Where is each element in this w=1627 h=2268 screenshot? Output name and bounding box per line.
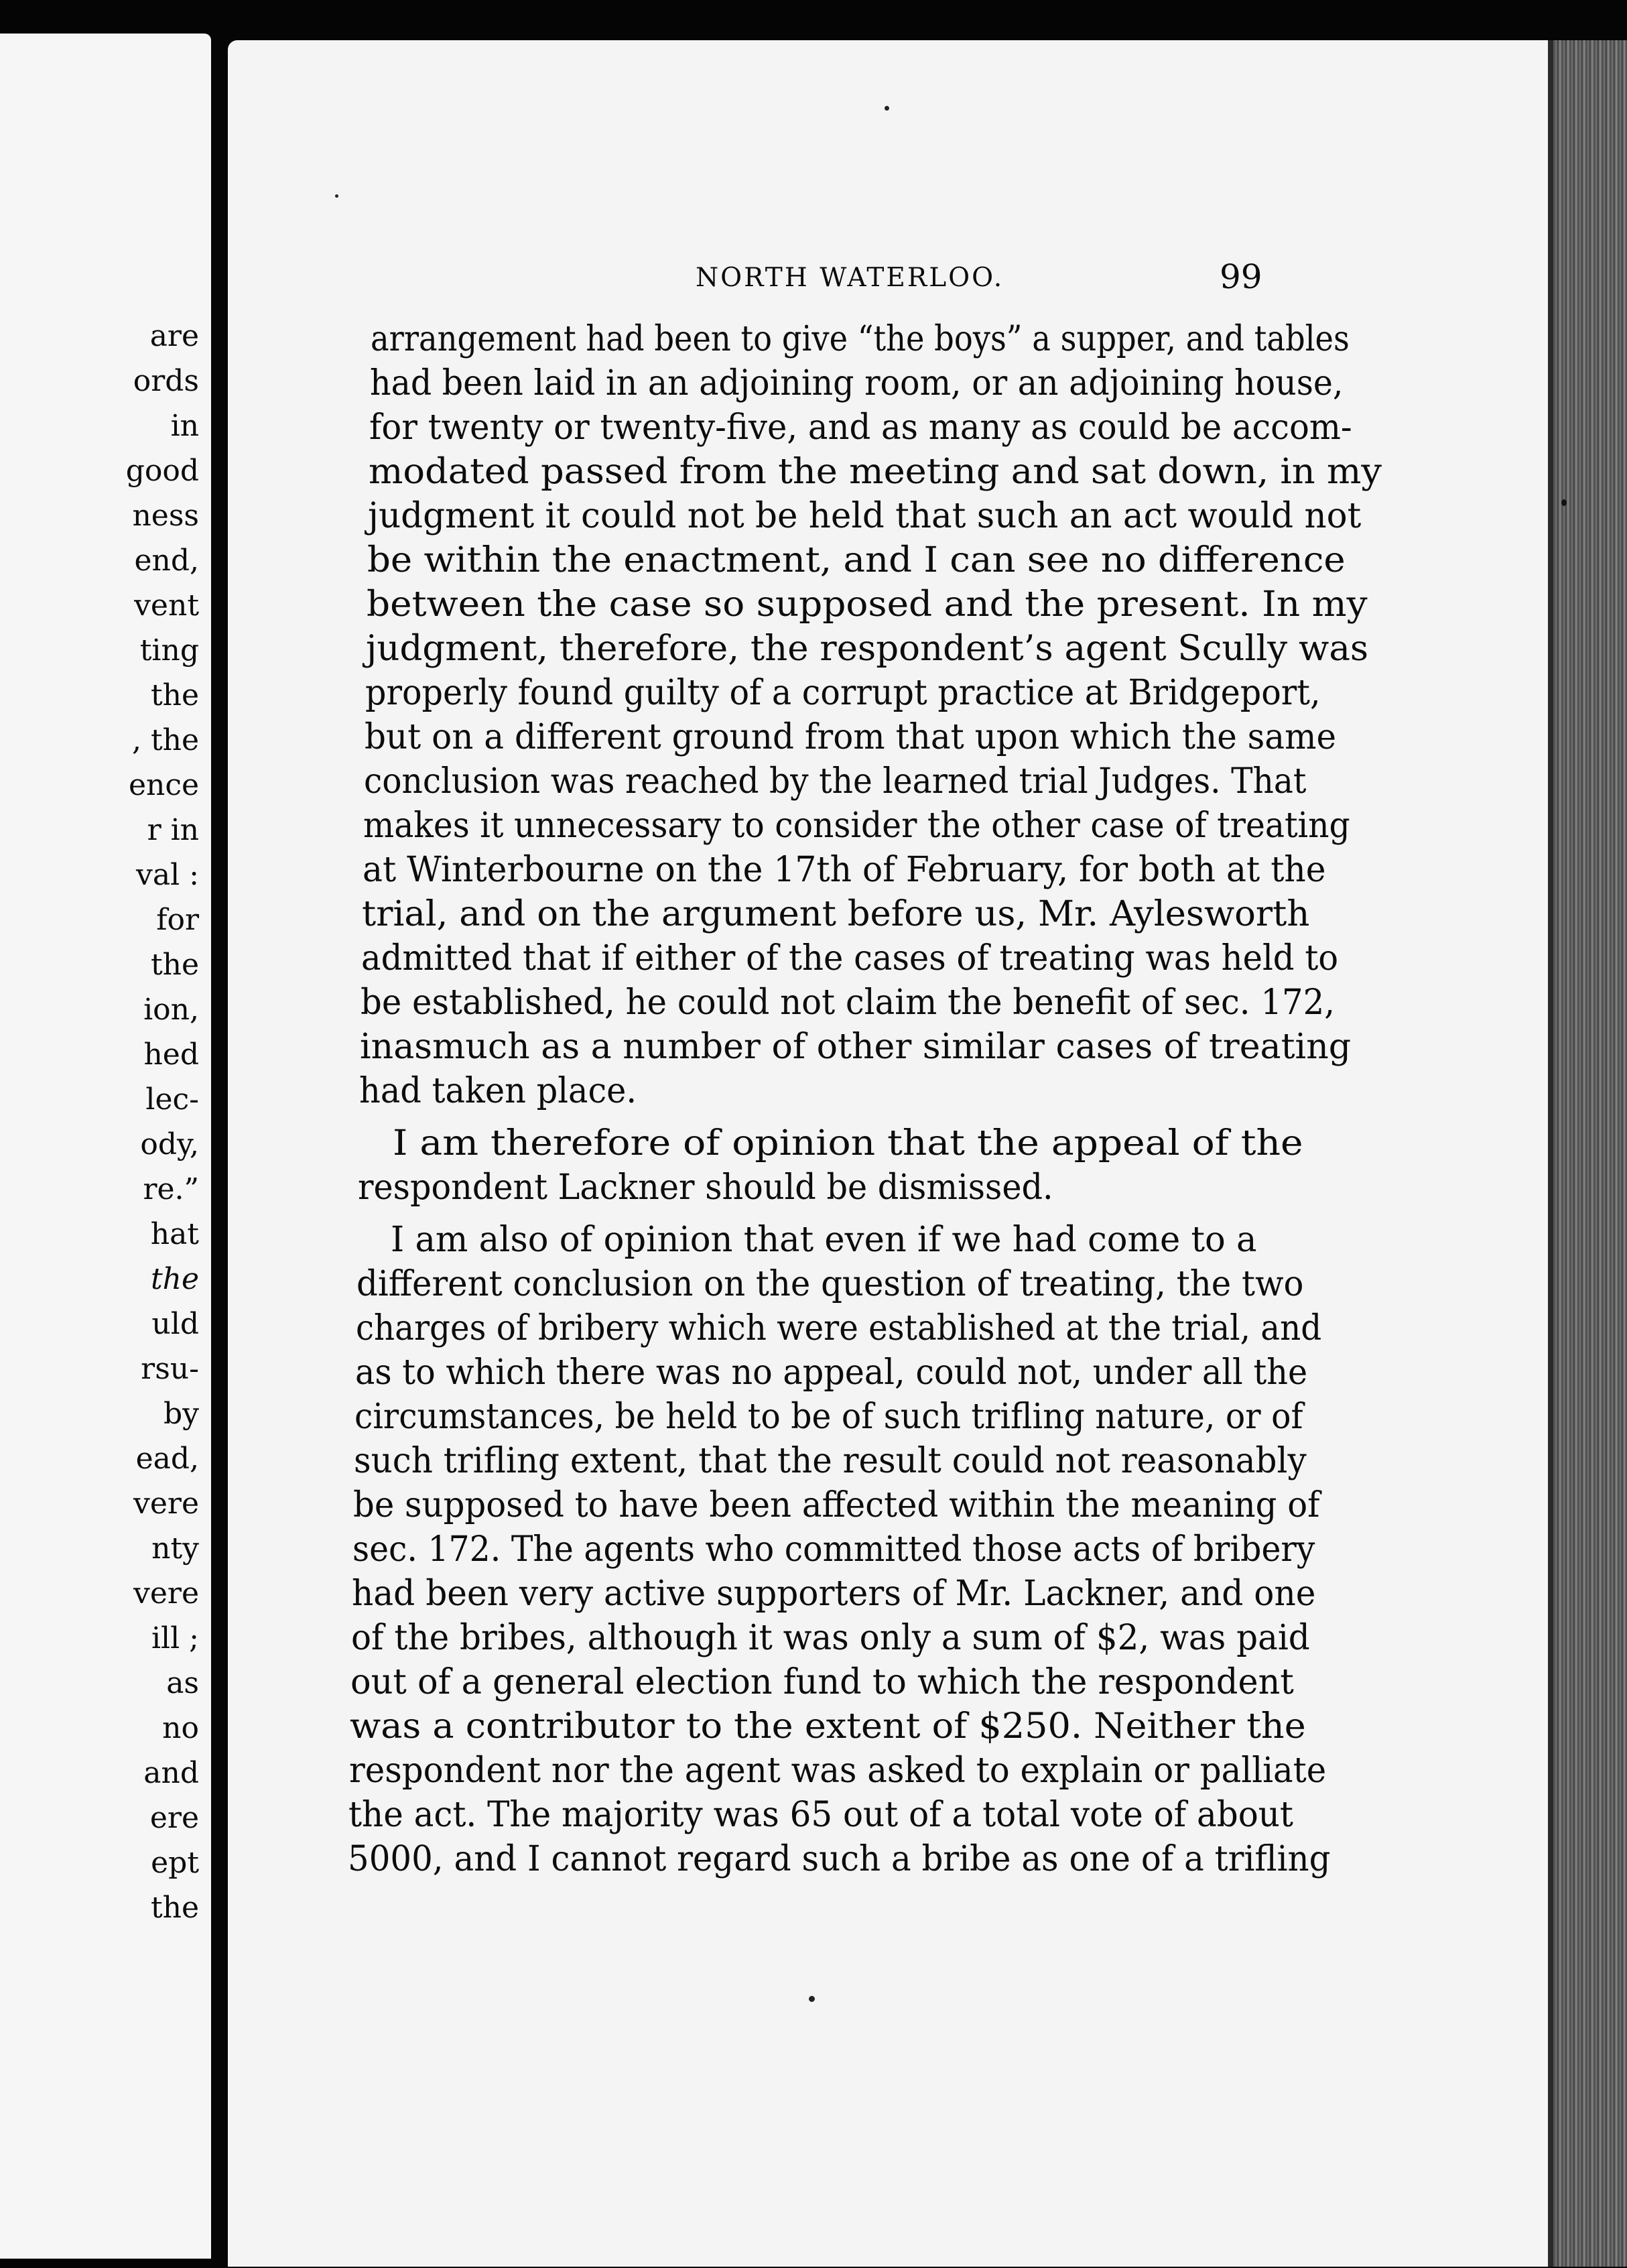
text-line: conclusion was reached by the learned trial Judges. That [364, 761, 1307, 802]
text-line: at Winterbourne on the 17th of February, for both at the [363, 850, 1326, 890]
text-line: makes it unnecessary to consider the other case of treating [363, 806, 1350, 846]
text-line: such trifling extent, that the result could not reasonably [354, 1441, 1307, 1481]
left-line: are [149, 319, 199, 353]
left-line: the [150, 678, 199, 712]
text-line: circumstances, be held to be of such trifling nature, or of [354, 1397, 1303, 1437]
left-line: lec- [145, 1082, 199, 1117]
left-line: , the [131, 723, 199, 757]
left-line: as [166, 1666, 199, 1700]
text-line: be supposed to have been affected within the meaning of [353, 1485, 1320, 1525]
page-number: 99 [1220, 257, 1262, 296]
left-line: in [170, 409, 199, 443]
left-line: the [150, 1891, 199, 1925]
text-line: had been very active supporters of Mr. Lackner, and one [352, 1574, 1316, 1614]
left-line: and [143, 1756, 199, 1790]
text-line: 5000, and I cannot regard such a bribe as one of a trifling [348, 1839, 1331, 1879]
text-line: judgment, therefore, the respondent’s agent Scully was [366, 629, 1369, 669]
text-line: sec. 172. The agents who committed those acts of bribery [352, 1529, 1315, 1570]
text-line: had been laid in an adjoining room, or an adjoining house, [370, 363, 1344, 403]
left-line: end, [134, 544, 199, 578]
text-line: of the bribes, although it was only a sum of $2, was paid [351, 1618, 1310, 1658]
text-line: arrangement had been to give “the boys” a supper, and tables [371, 319, 1350, 359]
left-line: the [150, 1262, 199, 1296]
left-line: ead, [135, 1442, 199, 1476]
text-line: inasmuch as a number of other similar cases of treating [360, 1027, 1352, 1067]
text-line: admitted that if either of the cases of treating was held to [361, 938, 1339, 979]
left-line: ness [132, 499, 199, 533]
left-line: for [156, 903, 199, 937]
text-line: I am therefore of opinion that the appeal of the [393, 1123, 1303, 1163]
text-line: had taken place. [359, 1071, 637, 1111]
text-line: respondent Lackner should be dismissed. [358, 1168, 1053, 1208]
left-line: by [163, 1397, 199, 1431]
page-edges [1548, 40, 1627, 2267]
left-line: good [125, 454, 199, 488]
left-line: no [162, 1711, 199, 1745]
text-line: be within the enactment, and I can see no difference [367, 540, 1346, 580]
left-line: vent [134, 588, 199, 623]
ink-speck [1561, 499, 1567, 506]
text-line: out of a general election fund to which the respondent [350, 1662, 1294, 1702]
left-line: nty [151, 1531, 199, 1566]
left-line: re.” [143, 1172, 199, 1206]
text-line: as to which there was no appeal, could not, under all the [355, 1352, 1308, 1393]
ink-speck [885, 106, 889, 111]
left-line: ept [151, 1846, 199, 1880]
text-line: modated passed from the meeting and sat down, in my [369, 452, 1382, 492]
left-line: vere [133, 1576, 199, 1611]
left-line: r in [147, 813, 199, 847]
text-line: charges of bribery which were established at the trial, and [356, 1308, 1322, 1348]
left-line: ion, [143, 993, 199, 1027]
facing-page-fragment [0, 34, 211, 2259]
left-line: val : [136, 858, 199, 892]
text-line: between the case so supposed and the present. In my [367, 584, 1368, 625]
left-line: ords [133, 364, 199, 398]
left-line: ence [128, 768, 199, 802]
left-line: hat [150, 1217, 199, 1251]
left-line: the [150, 948, 199, 982]
left-line: ill ; [151, 1621, 199, 1655]
left-line: ody, [140, 1127, 199, 1161]
left-line: rsu- [141, 1352, 199, 1386]
left-line: hed [143, 1037, 199, 1072]
text-line: trial, and on the argument before us, Mr. Aylesworth [362, 894, 1310, 934]
left-line: ting [139, 633, 199, 668]
text-line: the act. The majority was 65 out of a total vote of about [348, 1795, 1293, 1835]
ink-speck [809, 1996, 815, 2002]
left-line: uld [151, 1307, 199, 1341]
text-line: was a contributor to the extent of $250. Neither the [350, 1706, 1306, 1747]
text-line: properly found guilty of a corrupt practice at Bridgeport, [365, 673, 1321, 713]
text-line: I am also of opinion that even if we had come to a [391, 1220, 1257, 1260]
running-head: NORTH WATERLOO. [696, 263, 1004, 293]
left-line: vere [133, 1487, 199, 1521]
text-line: respondent nor the agent was asked to explain or palliate [349, 1751, 1327, 1791]
text-line: be established, he could not claim the benefit of sec. 172, [361, 983, 1336, 1023]
text-line: judgment it could not be held that such an act would not [368, 496, 1362, 536]
text-line: different conclusion on the question of treating, the two [356, 1264, 1304, 1304]
left-line: ere [149, 1801, 199, 1835]
text-line: but on a different ground from that upon which the same [365, 717, 1337, 757]
text-line: for twenty or twenty-five, and as many as could be accom- [369, 407, 1352, 448]
ink-speck [335, 194, 338, 198]
